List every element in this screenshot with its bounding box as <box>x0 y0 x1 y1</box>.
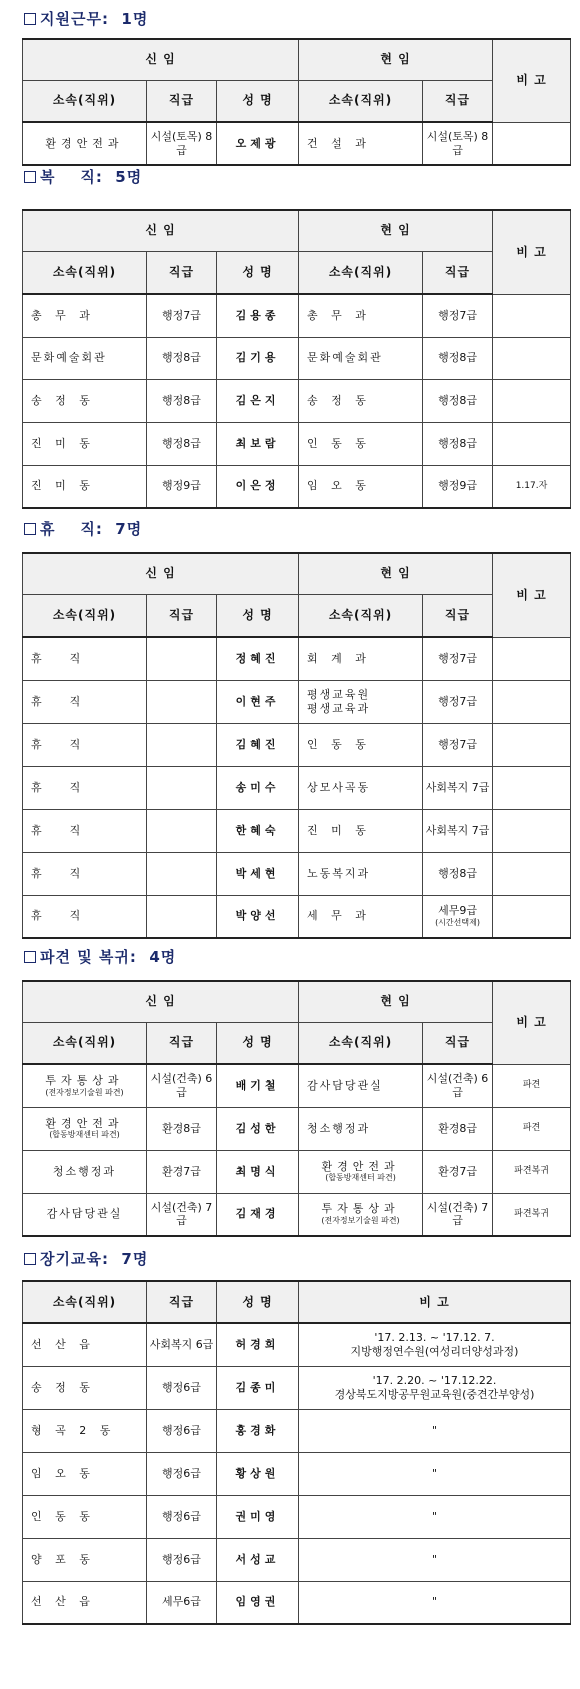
new-dept: 휴 직 <box>23 637 147 680</box>
person-name: 박세현 <box>217 852 299 895</box>
table-row <box>23 122 571 165</box>
person-name: 김기용 <box>217 337 299 379</box>
person-name: 최명식 <box>217 1150 299 1193</box>
new-dept: 휴 직 <box>23 766 147 809</box>
note-ditto: " <box>431 1552 438 1566</box>
person-name: 임영권 <box>217 1581 299 1624</box>
header-new: 신 임 <box>23 981 299 1022</box>
header-dept: 소속(직위) <box>299 594 423 637</box>
new-dept <box>23 1064 147 1107</box>
header-new: 신 임 <box>23 553 299 594</box>
header-grade: 직급 <box>147 1022 217 1064</box>
table-row <box>23 723 571 766</box>
section-title-text: 복 직: 5명 <box>40 168 143 186</box>
new-grade <box>147 637 217 680</box>
header-note: 비 고 <box>493 210 571 294</box>
cur-dept-sub: (합동방재센터 파견) <box>325 1173 396 1183</box>
new-grade: 행정8급 <box>147 422 217 465</box>
note <box>299 1323 571 1366</box>
table-row <box>23 1107 571 1150</box>
header-name: 성 명 <box>217 1022 299 1064</box>
section-title-support <box>24 8 148 29</box>
cur-grade: 사회복지 7급 <box>423 766 493 809</box>
section-title-training <box>24 1248 148 1269</box>
header-dept: 소속(직위) <box>299 1022 423 1064</box>
table-row <box>23 1581 571 1624</box>
header-note: 비 고 <box>493 553 571 637</box>
note <box>493 122 571 165</box>
new-grade <box>147 809 217 852</box>
note <box>299 1409 571 1452</box>
person-name: 김재경 <box>217 1193 299 1236</box>
new-grade: 행정7급 <box>147 294 217 337</box>
dept: 송 정 동 <box>23 1366 147 1409</box>
person-name: 황상원 <box>217 1452 299 1495</box>
new-grade <box>147 852 217 895</box>
section-title-leave <box>24 518 142 539</box>
table-row <box>23 337 571 379</box>
cur-dept-text: 투자통상과 <box>321 1202 400 1216</box>
new-grade <box>147 766 217 809</box>
cur-dept: 임 오 동 <box>299 465 423 508</box>
header-new: 신 임 <box>23 210 299 251</box>
cur-grade: 시설(건축) 6급 <box>423 1064 493 1107</box>
person-name: 박양선 <box>217 895 299 938</box>
header-dept: 소속(직위) <box>299 251 423 294</box>
new-grade <box>147 895 217 938</box>
person-name: 김용종 <box>217 294 299 337</box>
table-row <box>23 422 571 465</box>
cur-dept: 인 동 동 <box>299 723 423 766</box>
cur-dept: 인 동 동 <box>299 422 423 465</box>
person-name: 김혜진 <box>217 723 299 766</box>
new-dept-text: 투자통상과 <box>45 1073 124 1087</box>
section-title-text: 휴 직: 7명 <box>40 520 143 538</box>
cur-grade: 행정8급 <box>423 852 493 895</box>
note-ditto: " <box>431 1595 438 1609</box>
new-grade: 시설(건축) 6급 <box>147 1064 217 1107</box>
table-row <box>23 809 571 852</box>
note-period: '17. 2.20. ~ '17.12.22. <box>372 1373 497 1387</box>
note-ditto: " <box>431 1423 438 1437</box>
new-grade: 행정8급 <box>147 379 217 422</box>
cur-dept: 총 무 과 <box>299 294 423 337</box>
note-institution: 경상북도지방공무원교육원(중견간부양성) <box>334 1387 535 1401</box>
grade: 행정6급 <box>147 1366 217 1409</box>
cur-dept: 평생교육원 평생교육과 <box>299 680 423 723</box>
table-row <box>23 379 571 422</box>
person-name: 정혜진 <box>217 637 299 680</box>
note-period: '17. 2.13. ~ '17.12. 7. <box>374 1331 495 1344</box>
header-name: 성 명 <box>217 1281 299 1323</box>
dept: 선 산 읍 <box>23 1323 147 1366</box>
header-current: 현 임 <box>299 553 493 594</box>
grade: 행정6급 <box>147 1495 217 1538</box>
grade: 행정6급 <box>147 1452 217 1495</box>
dept: 임 오 동 <box>23 1452 147 1495</box>
note <box>493 294 571 337</box>
new-dept <box>23 1107 147 1150</box>
header-grade: 직급 <box>147 1281 217 1323</box>
header-dept: 소속(직위) <box>23 594 147 637</box>
cur-grade: 행정8급 <box>423 379 493 422</box>
person-name: 김성한 <box>217 1107 299 1150</box>
note: 파견복귀 <box>493 1193 571 1236</box>
header-current: 현 임 <box>299 39 493 80</box>
header-grade: 직급 <box>147 251 217 294</box>
cur-dept: 회 계 과 <box>299 637 423 680</box>
header-name: 성 명 <box>217 594 299 637</box>
new-grade: 행정9급 <box>147 465 217 508</box>
cur-grade: 행정7급 <box>423 637 493 680</box>
dept: 양 포 동 <box>23 1538 147 1581</box>
cur-grade-text: 세무9급 <box>438 904 477 918</box>
header-name: 성 명 <box>217 80 299 122</box>
new-grade: 환경7급 <box>147 1150 217 1193</box>
note <box>493 809 571 852</box>
note <box>299 1452 571 1495</box>
cur-grade: 행정9급 <box>423 465 493 508</box>
cur-grade <box>423 895 493 938</box>
person-name: 권미영 <box>217 1495 299 1538</box>
person-name: 배기철 <box>217 1064 299 1107</box>
cur-dept <box>299 1193 423 1236</box>
cur-dept: 상모사곡동 <box>299 766 423 809</box>
dispatch-table <box>22 980 571 1237</box>
table-row <box>23 852 571 895</box>
cur-dept: 노동복지과 <box>299 852 423 895</box>
cur-dept: 문화예술회관 <box>299 337 423 379</box>
person-name: 김종미 <box>217 1366 299 1409</box>
new-dept: 총 무 과 <box>23 294 147 337</box>
new-dept-sub: (합동방재센터 파견) <box>49 1130 120 1140</box>
header-dept: 소속(직위) <box>23 251 147 294</box>
header-dept: 소속(직위) <box>23 1281 147 1323</box>
table-row <box>23 1538 571 1581</box>
grade: 세무6급 <box>147 1581 217 1624</box>
header-grade: 직급 <box>423 1022 493 1064</box>
training-table <box>22 1280 571 1625</box>
new-dept: 송 정 동 <box>23 379 147 422</box>
note <box>493 766 571 809</box>
grade: 행정6급 <box>147 1538 217 1581</box>
note <box>493 637 571 680</box>
header-dept: 소속(직위) <box>23 1022 147 1064</box>
section-title-text: 장기교육: 7명 <box>40 1250 149 1268</box>
cur-dept: 감사담당관실 <box>299 1064 423 1107</box>
table-row <box>23 294 571 337</box>
person-name: 홍경화 <box>217 1409 299 1452</box>
section-title-reinstatement <box>24 166 142 187</box>
table-row <box>23 1323 571 1366</box>
note <box>299 1495 571 1538</box>
cur-grade: 시설(건축) 7급 <box>423 1193 493 1236</box>
table-row <box>23 1150 571 1193</box>
new-grade: 행정8급 <box>147 337 217 379</box>
new-grade: 시설(건축) 7급 <box>147 1193 217 1236</box>
note: 파견 <box>493 1064 571 1107</box>
header-grade: 직급 <box>423 594 493 637</box>
dept: 형 곡 2 동 <box>23 1409 147 1452</box>
cur-grade: 행정7급 <box>423 723 493 766</box>
section-title-text: 지원근무: 1명 <box>40 10 149 28</box>
header-current: 현 임 <box>299 981 493 1022</box>
note <box>493 723 571 766</box>
new-grade: 시설(토목) 8급 <box>147 122 217 165</box>
table-row <box>23 1409 571 1452</box>
header-note: 비 고 <box>299 1281 571 1323</box>
new-grade <box>147 680 217 723</box>
cur-dept: 진 미 동 <box>299 809 423 852</box>
cur-grade: 환경8급 <box>423 1107 493 1150</box>
header-note: 비 고 <box>493 981 571 1064</box>
cur-dept: 청소행정과 <box>299 1107 423 1150</box>
new-dept: 진 미 동 <box>23 422 147 465</box>
cur-dept: 건 설 과 <box>299 122 423 165</box>
checkbox-square-icon <box>24 171 36 183</box>
note <box>493 852 571 895</box>
person-name: 최보람 <box>217 422 299 465</box>
new-dept: 휴 직 <box>23 809 147 852</box>
table-row <box>23 1193 571 1236</box>
leave-table <box>22 552 571 939</box>
header-name: 성 명 <box>217 251 299 294</box>
table-row <box>23 465 571 508</box>
cur-grade: 시설(토목) 8급 <box>423 122 493 165</box>
header-grade: 직급 <box>147 80 217 122</box>
note-ditto: " <box>431 1509 438 1523</box>
dept: 인 동 동 <box>23 1495 147 1538</box>
table-row <box>23 680 571 723</box>
new-dept-text: 환경안전과 <box>45 1116 124 1130</box>
person-name: 오제광 <box>217 122 299 165</box>
cur-dept <box>299 1150 423 1193</box>
header-grade: 직급 <box>423 80 493 122</box>
note: 파견 <box>493 1107 571 1150</box>
person-name: 서성교 <box>217 1538 299 1581</box>
person-name: 허경희 <box>217 1323 299 1366</box>
person-name: 이현주 <box>217 680 299 723</box>
grade: 사회복지 6급 <box>147 1323 217 1366</box>
new-dept: 청소행정과 <box>23 1150 147 1193</box>
note <box>493 337 571 379</box>
cur-dept: 송 정 동 <box>299 379 423 422</box>
new-dept: 진 미 동 <box>23 465 147 508</box>
cur-dept-text: 환경안전과 <box>321 1159 400 1173</box>
table-row <box>23 1064 571 1107</box>
note <box>493 895 571 938</box>
header-grade: 직급 <box>423 251 493 294</box>
note <box>493 379 571 422</box>
person-name: 이은정 <box>217 465 299 508</box>
new-grade <box>147 723 217 766</box>
note: 1.17.자 <box>493 465 571 508</box>
header-grade: 직급 <box>147 594 217 637</box>
cur-grade: 행정8급 <box>423 337 493 379</box>
table-row <box>23 895 571 938</box>
cur-grade: 행정7급 <box>423 294 493 337</box>
table-row <box>23 637 571 680</box>
cur-grade: 환경7급 <box>423 1150 493 1193</box>
table-row <box>23 1366 571 1409</box>
support-table <box>22 38 571 166</box>
note <box>493 422 571 465</box>
table-row <box>23 1495 571 1538</box>
note <box>299 1581 571 1624</box>
cur-grade: 사회복지 7급 <box>423 809 493 852</box>
note <box>299 1538 571 1581</box>
cur-grade: 행정7급 <box>423 680 493 723</box>
note <box>299 1366 571 1409</box>
header-note: 비 고 <box>493 39 571 122</box>
table-row <box>23 766 571 809</box>
table-row <box>23 1452 571 1495</box>
checkbox-square-icon <box>24 13 36 25</box>
cur-dept: 세 무 과 <box>299 895 423 938</box>
new-dept: 휴 직 <box>23 895 147 938</box>
dept: 선 산 읍 <box>23 1581 147 1624</box>
new-dept: 휴 직 <box>23 852 147 895</box>
header-new: 신 임 <box>23 39 299 80</box>
note: 파견복귀 <box>493 1150 571 1193</box>
new-dept: 감사담당관실 <box>23 1193 147 1236</box>
reinstatement-table <box>22 209 571 509</box>
person-name: 한혜숙 <box>217 809 299 852</box>
cur-dept-sub: (전자정보기술원 파견) <box>321 1216 400 1226</box>
new-dept: 문화예술회관 <box>23 337 147 379</box>
cur-grade: 행정8급 <box>423 422 493 465</box>
new-grade: 환경8급 <box>147 1107 217 1150</box>
new-dept: 휴 직 <box>23 723 147 766</box>
note-ditto: " <box>431 1466 438 1480</box>
note-institution: 지방행정연수원(여성리더양성과정) <box>350 1344 519 1358</box>
new-dept-sub: (전자정보기술원 파견) <box>45 1087 124 1097</box>
checkbox-square-icon <box>24 523 36 535</box>
cur-grade-sub: (시간선택제) <box>435 918 480 928</box>
header-current: 현 임 <box>299 210 493 251</box>
person-name: 김은지 <box>217 379 299 422</box>
header-dept: 소속(직위) <box>299 80 423 122</box>
grade: 행정6급 <box>147 1409 217 1452</box>
section-title-text: 파견 및 복귀: 4명 <box>40 948 177 966</box>
new-dept: 휴 직 <box>23 680 147 723</box>
note <box>493 680 571 723</box>
checkbox-square-icon <box>24 1253 36 1265</box>
new-dept: 환경안전과 <box>23 122 147 165</box>
section-title-dispatch <box>24 946 176 967</box>
person-name: 송미수 <box>217 766 299 809</box>
checkbox-square-icon <box>24 951 36 963</box>
header-dept: 소속(직위) <box>23 80 147 122</box>
